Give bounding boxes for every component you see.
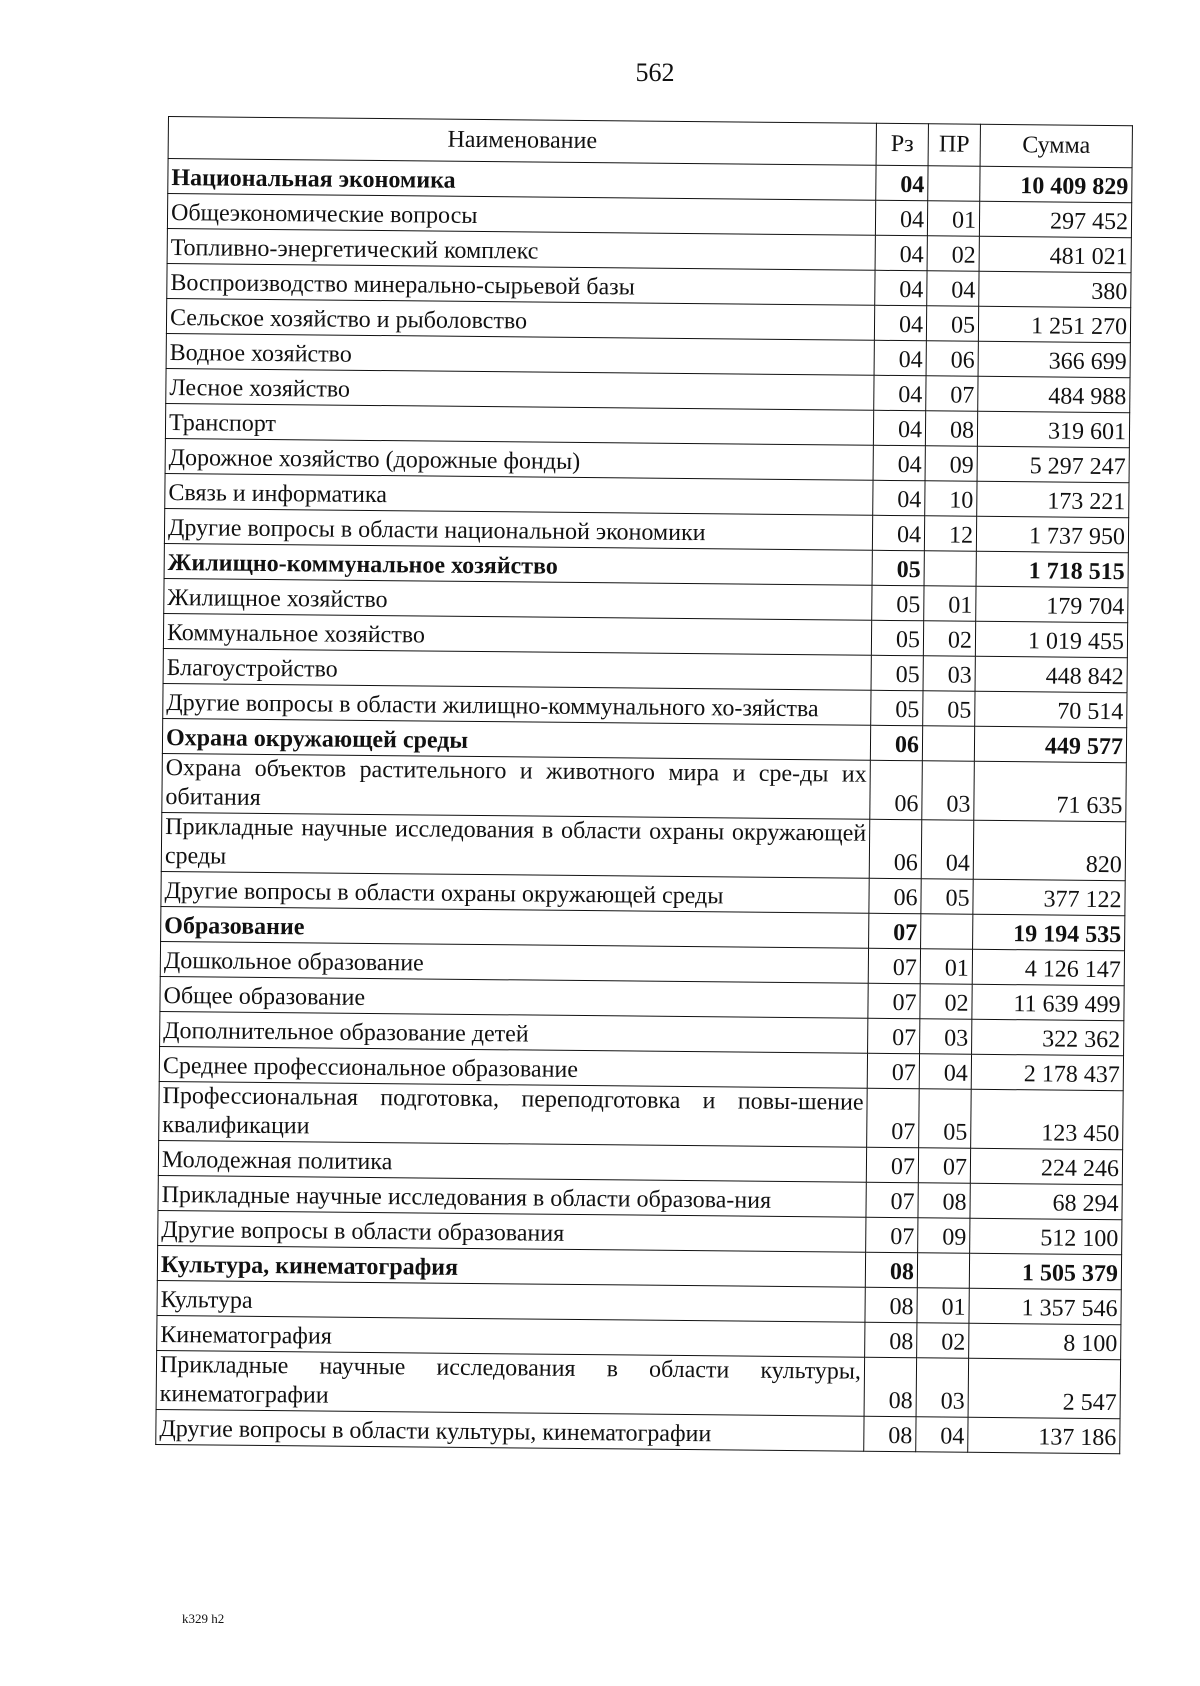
row-rz: 05 <box>871 690 923 725</box>
row-sum: 71 635 <box>974 761 1127 821</box>
row-pr: 12 <box>924 516 976 551</box>
row-rz: 04 <box>875 235 927 270</box>
row-rz: 05 <box>871 620 923 655</box>
row-name: Жилищное хозяйство <box>164 578 872 620</box>
row-pr: 04 <box>916 1417 968 1452</box>
row-sum: 70 514 <box>975 691 1127 727</box>
row-name: Другие вопросы в области охраны окружающей среды <box>161 871 869 913</box>
row-name: Культура <box>157 1280 865 1322</box>
row-pr: 01 <box>927 201 979 236</box>
row-pr <box>924 551 976 586</box>
row-sum: 380 <box>979 271 1131 307</box>
row-name: Национальная экономика <box>168 159 876 201</box>
row-name: Образование <box>161 906 869 948</box>
row-sum: 1 019 455 <box>975 621 1127 657</box>
row-rz: 06 <box>869 819 922 878</box>
row-pr: 10 <box>925 481 977 516</box>
row-rz: 04 <box>875 270 927 305</box>
row-name: Транспорт <box>165 403 873 445</box>
row-pr: 02 <box>917 1323 969 1358</box>
footer-code: k329 h2 <box>182 1611 225 1626</box>
row-pr: 02 <box>920 984 972 1019</box>
row-rz: 04 <box>872 515 924 550</box>
table-row <box>162 753 1127 821</box>
row-rz: 08 <box>865 1322 917 1357</box>
row-rz: 04 <box>874 305 926 340</box>
row-pr: 05 <box>921 879 973 914</box>
row-rz: 07 <box>866 1147 918 1182</box>
row-name: Связь и информатика <box>165 473 873 515</box>
row-name: Другие вопросы в области культуры, кинематографии <box>156 1409 864 1451</box>
table-row <box>156 1350 1121 1418</box>
row-pr <box>922 726 974 761</box>
row-sum: 319 601 <box>977 411 1129 447</box>
row-name: Топливно-энергетический комплекс <box>167 228 875 270</box>
row-pr: 05 <box>923 691 975 726</box>
row-rz: 08 <box>865 1252 917 1287</box>
row-name: Прикладные научные исследования в области образова-ния <box>158 1175 866 1217</box>
row-pr: 08 <box>918 1183 970 1218</box>
row-sum: 448 842 <box>975 656 1127 692</box>
row-rz: 06 <box>870 760 923 819</box>
row-name: Среднее профессиональное образование <box>159 1046 867 1088</box>
row-sum: 297 452 <box>979 201 1131 237</box>
row-name: Дорожное хозяйство (дорожные фонды) <box>165 438 873 480</box>
row-name: Дополнительное образование детей <box>160 1011 868 1053</box>
row-pr: 05 <box>919 1089 972 1148</box>
row-name: Другие вопросы в области национальной экономики <box>164 508 872 550</box>
row-sum: 366 699 <box>978 341 1130 377</box>
row-rz: 07 <box>866 1182 918 1217</box>
row-rz: 08 <box>864 1357 917 1416</box>
page-number: 562 <box>635 58 675 87</box>
row-name: Другие вопросы в области образования <box>158 1210 866 1252</box>
row-rz: 04 <box>876 165 928 200</box>
row-name: Дошкольное образование <box>160 941 868 983</box>
row-sum: 173 221 <box>977 481 1129 517</box>
budget-table <box>155 116 1133 1454</box>
row-sum: 68 294 <box>970 1183 1122 1219</box>
row-sum: 2 178 437 <box>971 1054 1123 1090</box>
row-pr <box>928 166 980 201</box>
row-name: Общеэкономические вопросы <box>167 194 875 236</box>
row-pr: 09 <box>918 1218 970 1253</box>
row-pr: 03 <box>916 1358 969 1417</box>
row-name: Коммунальное хозяйство <box>163 613 871 655</box>
header-rz: Рз <box>876 123 928 165</box>
row-sum: 1 718 515 <box>976 551 1128 587</box>
row-rz: 07 <box>867 1088 920 1147</box>
row-name: Воспроизводство минерально-сырьевой базы <box>167 263 875 305</box>
row-name: Молодежная политика <box>158 1140 866 1182</box>
row-pr <box>917 1253 969 1288</box>
row-pr: 07 <box>926 376 978 411</box>
row-rz: 05 <box>872 550 924 585</box>
row-rz: 05 <box>872 585 924 620</box>
row-sum: 449 577 <box>974 726 1126 762</box>
row-rz: 07 <box>868 1018 920 1053</box>
row-rz: 04 <box>873 410 925 445</box>
row-rz: 06 <box>869 878 921 913</box>
row-sum: 5 297 247 <box>977 446 1129 482</box>
row-name: Лесное хозяйство <box>166 368 874 410</box>
row-sum: 10 409 829 <box>980 166 1132 202</box>
row-sum: 1 505 379 <box>969 1253 1121 1289</box>
row-sum: 1 357 546 <box>969 1288 1121 1324</box>
row-name: Профессиональная подготовка, переподготовка и повы-шение квалификации <box>159 1081 868 1147</box>
header-pr: ПР <box>928 124 980 166</box>
row-name: Сельское хозяйство и рыболовство <box>166 298 874 340</box>
row-pr: 03 <box>923 656 975 691</box>
row-rz: 04 <box>874 375 926 410</box>
row-sum: 1 737 950 <box>976 516 1128 552</box>
row-sum: 2 547 <box>968 1358 1121 1418</box>
table-row <box>161 812 1126 880</box>
row-name: Прикладные научные исследования в области охраны окружающей среды <box>161 812 870 878</box>
row-sum: 8 100 <box>969 1323 1121 1359</box>
row-pr: 02 <box>927 236 979 271</box>
row-sum: 1 251 270 <box>978 306 1130 342</box>
row-pr: 01 <box>917 1288 969 1323</box>
row-rz: 04 <box>874 340 926 375</box>
row-name: Культура, кинематография <box>157 1245 865 1287</box>
row-rz: 08 <box>865 1287 917 1322</box>
row-sum: 179 704 <box>976 586 1128 622</box>
row-sum: 322 362 <box>972 1019 1124 1055</box>
row-rz: 07 <box>869 913 921 948</box>
row-pr: 03 <box>922 761 975 820</box>
row-name: Прикладные научные исследования в области культуры, кинематографии <box>156 1350 865 1416</box>
row-rz: 04 <box>875 200 927 235</box>
row-pr: 04 <box>927 271 979 306</box>
row-pr: 09 <box>925 446 977 481</box>
row-pr: 01 <box>924 586 976 621</box>
row-sum: 481 021 <box>979 236 1131 272</box>
row-sum: 137 186 <box>968 1417 1120 1453</box>
row-pr: 04 <box>921 820 974 879</box>
row-pr: 04 <box>919 1054 971 1089</box>
row-name: Водное хозяйство <box>166 333 874 375</box>
row-pr: 07 <box>918 1148 970 1183</box>
row-name: Другие вопросы в области жилищно-коммунального хо-зяйства <box>163 683 871 725</box>
row-name: Общее образование <box>160 976 868 1018</box>
row-pr: 02 <box>923 621 975 656</box>
row-rz: 06 <box>870 725 922 760</box>
row-rz: 07 <box>868 948 920 983</box>
header-sum: Сумма <box>980 124 1132 167</box>
row-sum: 377 122 <box>973 879 1125 915</box>
row-sum: 123 450 <box>971 1089 1124 1149</box>
row-name: Жилищно-коммунальное хозяйство <box>164 543 872 585</box>
row-sum: 512 100 <box>970 1218 1122 1254</box>
row-sum: 820 <box>973 820 1126 880</box>
row-rz: 04 <box>873 445 925 480</box>
row-rz: 07 <box>867 1053 919 1088</box>
row-name: Охрана объектов растительного и животного мира и сре-ды их обитания <box>162 753 871 819</box>
row-rz: 08 <box>864 1416 916 1451</box>
row-rz: 05 <box>871 655 923 690</box>
row-rz: 07 <box>868 983 920 1018</box>
table-body <box>156 159 1132 1454</box>
row-rz: 07 <box>866 1217 918 1252</box>
header-name: Наименование <box>168 117 876 166</box>
table-row <box>159 1081 1124 1149</box>
row-sum: 11 639 499 <box>972 984 1124 1020</box>
row-pr: 08 <box>925 411 977 446</box>
row-sum: 4 126 147 <box>972 949 1124 985</box>
row-pr: 03 <box>920 1019 972 1054</box>
row-sum: 224 246 <box>970 1148 1122 1184</box>
row-name: Кинематография <box>157 1315 865 1357</box>
row-pr <box>921 914 973 949</box>
row-pr: 05 <box>926 306 978 341</box>
row-name: Благоустройство <box>163 648 871 690</box>
row-pr: 01 <box>920 949 972 984</box>
row-sum: 19 194 535 <box>973 914 1125 950</box>
row-rz: 04 <box>873 480 925 515</box>
row-pr: 06 <box>926 341 978 376</box>
row-sum: 484 988 <box>978 376 1130 412</box>
row-name: Охрана окружающей среды <box>162 718 870 760</box>
